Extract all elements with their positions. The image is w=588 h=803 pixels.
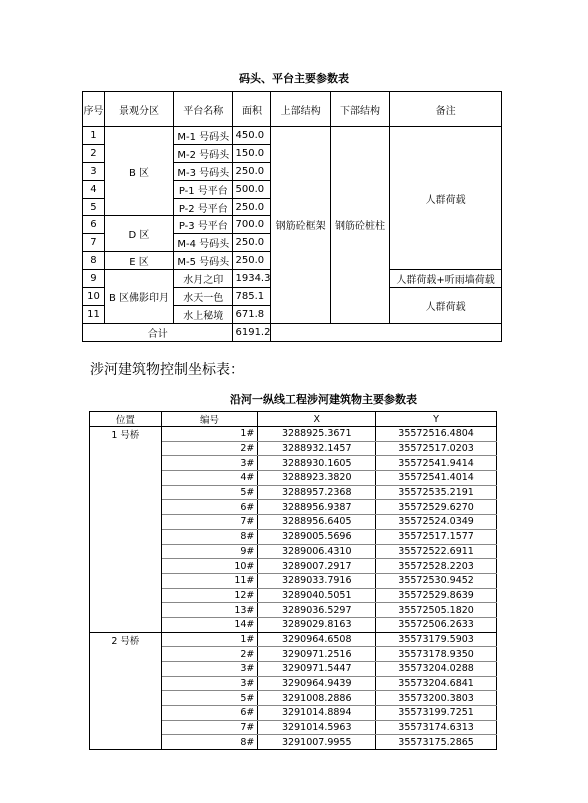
platform-name: M-1 号码头 <box>174 127 233 145</box>
row-no: 1 <box>83 127 105 145</box>
header-name: 平台名称 <box>174 92 233 127</box>
x-coordinate: 3290971.5447 <box>258 662 376 677</box>
point-id: 4# <box>161 471 258 486</box>
total-row <box>83 323 502 341</box>
upper-structure: 钢筋砼框架 <box>271 127 330 324</box>
table1-title: 码头、平台主要参数表 <box>239 72 349 85</box>
y-coordinate: 35572535.2191 <box>376 485 497 500</box>
point-id: 3# <box>161 456 258 471</box>
area-value: 250.0 <box>233 198 271 216</box>
point-id: 2# <box>161 647 258 662</box>
x-coordinate: 3288932.1457 <box>258 441 376 456</box>
row-no: 5 <box>83 198 105 216</box>
y-coordinate: 35572522.6911 <box>376 544 497 559</box>
x-coordinate: 3289006.4310 <box>258 544 376 559</box>
bridge-position: 1 号桥 <box>90 427 162 633</box>
point-id: 13# <box>161 603 258 618</box>
table2-title: 沿河一纵线工程涉河建筑物主要参数表 <box>230 393 417 406</box>
y-coordinate: 35573200.3803 <box>376 691 497 706</box>
area-value: 700.0 <box>233 216 271 234</box>
zone-cell: E 区 <box>104 252 173 270</box>
platform-name: P-1 号平台 <box>174 180 233 198</box>
platform-name: M-2 号码头 <box>174 144 233 162</box>
header-id: 编号 <box>161 412 258 427</box>
x-coordinate: 3289036.5297 <box>258 603 376 618</box>
point-id: 7# <box>161 720 258 735</box>
y-coordinate: 35572529.6270 <box>376 500 497 515</box>
platform-name: M-4 号码头 <box>174 234 233 252</box>
x-coordinate: 3290971.2516 <box>258 647 376 662</box>
point-id: 8# <box>161 735 258 750</box>
row-no: 6 <box>83 216 105 234</box>
row-no: 8 <box>83 252 105 270</box>
header-x: X <box>258 412 376 427</box>
note-crowd-load: 人群荷载 <box>390 127 502 270</box>
x-coordinate: 3288957.2368 <box>258 485 376 500</box>
point-id: 1# <box>161 632 258 647</box>
row-no: 3 <box>83 162 105 180</box>
y-coordinate: 35573174.6313 <box>376 720 497 735</box>
area-value: 250.0 <box>233 234 271 252</box>
x-coordinate: 3291014.5963 <box>258 720 376 735</box>
point-id: 14# <box>161 617 258 632</box>
row-no: 2 <box>83 144 105 162</box>
area-value: 150.0 <box>233 144 271 162</box>
x-coordinate: 3291007.9955 <box>258 735 376 750</box>
area-value: 250.0 <box>233 162 271 180</box>
area-value: 500.0 <box>233 180 271 198</box>
x-coordinate: 3289005.5696 <box>258 529 376 544</box>
point-id: 5# <box>161 485 258 500</box>
table2-header-row <box>90 412 497 427</box>
y-coordinate: 35572516.4804 <box>376 427 497 442</box>
header-y: Y <box>376 412 497 427</box>
table-row <box>90 632 497 647</box>
y-coordinate: 35573178.9350 <box>376 647 497 662</box>
point-id: 6# <box>161 500 258 515</box>
section-heading: 涉河建筑物控制坐标表： <box>90 362 244 378</box>
table-row <box>83 127 502 145</box>
note-crowd-load-2: 人群荷载 <box>390 288 502 324</box>
table1-header-row <box>83 92 502 127</box>
y-coordinate: 35573175.2865 <box>376 735 497 750</box>
row-no: 10 <box>83 288 105 306</box>
total-label: 合计 <box>83 323 233 341</box>
area-value: 671.8 <box>233 305 271 323</box>
y-coordinate: 35572517.0203 <box>376 441 497 456</box>
point-id: 8# <box>161 529 258 544</box>
coordinate-table <box>89 411 497 750</box>
dock-platform-table <box>82 91 502 342</box>
x-coordinate: 3291008.2886 <box>258 691 376 706</box>
zone-cell: D 区 <box>104 216 173 252</box>
area-value: 250.0 <box>233 252 271 270</box>
point-id: 3# <box>161 676 258 691</box>
x-coordinate: 3288930.1605 <box>258 456 376 471</box>
zone-cell: B 区 <box>104 127 173 216</box>
platform-name: 水上秘境 <box>174 305 233 323</box>
point-id: 5# <box>161 691 258 706</box>
y-coordinate: 35572529.8639 <box>376 588 497 603</box>
y-coordinate: 35573199.7251 <box>376 706 497 721</box>
header-lower: 下部结构 <box>330 92 389 127</box>
point-id: 3# <box>161 662 258 677</box>
point-id: 6# <box>161 706 258 721</box>
x-coordinate: 3290964.9439 <box>258 676 376 691</box>
point-id: 12# <box>161 588 258 603</box>
row-no: 7 <box>83 234 105 252</box>
platform-name: 水天一色 <box>174 288 233 306</box>
area-value: 785.1 <box>233 288 271 306</box>
row-no: 4 <box>83 180 105 198</box>
platform-name: P-3 号平台 <box>174 216 233 234</box>
y-coordinate: 35573204.0288 <box>376 662 497 677</box>
x-coordinate: 3291014.8894 <box>258 706 376 721</box>
bridge-position: 2 号桥 <box>90 632 162 750</box>
row-no: 9 <box>83 270 105 288</box>
point-id: 7# <box>161 515 258 530</box>
total-area: 6191.2 <box>233 323 271 341</box>
header-area: 面积 <box>233 92 271 127</box>
x-coordinate: 3288956.9387 <box>258 500 376 515</box>
x-coordinate: 3289040.5051 <box>258 588 376 603</box>
x-coordinate: 3290964.6508 <box>258 632 376 647</box>
header-upper: 上部结构 <box>271 92 330 127</box>
area-value: 1934.3 <box>233 270 271 288</box>
point-id: 10# <box>161 559 258 574</box>
y-coordinate: 35572505.1820 <box>376 603 497 618</box>
y-coordinate: 35573204.6841 <box>376 676 497 691</box>
x-coordinate: 3288923.3820 <box>258 471 376 486</box>
lower-structure: 钢筋砼桩柱 <box>330 127 389 324</box>
y-coordinate: 35572541.4014 <box>376 471 497 486</box>
header-position: 位置 <box>90 412 162 427</box>
x-coordinate: 3289029.8163 <box>258 617 376 632</box>
total-empty <box>271 323 502 341</box>
platform-name: M-5 号码头 <box>174 252 233 270</box>
platform-name: M-3 号码头 <box>174 162 233 180</box>
y-coordinate: 35572524.0349 <box>376 515 497 530</box>
point-id: 9# <box>161 544 258 559</box>
y-coordinate: 35572506.2633 <box>376 617 497 632</box>
y-coordinate: 35573179.5903 <box>376 632 497 647</box>
area-value: 450.0 <box>233 127 271 145</box>
y-coordinate: 35572541.9414 <box>376 456 497 471</box>
platform-name: P-2 号平台 <box>174 198 233 216</box>
x-coordinate: 3288956.6405 <box>258 515 376 530</box>
y-coordinate: 35572530.9452 <box>376 573 497 588</box>
header-no: 序号 <box>83 92 105 127</box>
row-no: 11 <box>83 305 105 323</box>
table-row <box>90 427 497 442</box>
x-coordinate: 3289033.7916 <box>258 573 376 588</box>
x-coordinate: 3288925.3671 <box>258 427 376 442</box>
x-coordinate: 3289007.2917 <box>258 559 376 574</box>
note-crowd-rain-wall: 人群荷载+听雨墙荷载 <box>390 270 502 288</box>
platform-name: 水月之印 <box>174 270 233 288</box>
y-coordinate: 35572528.2203 <box>376 559 497 574</box>
y-coordinate: 35572517.1577 <box>376 529 497 544</box>
zone-cell: B 区佛影印月 <box>104 270 173 324</box>
point-id: 11# <box>161 573 258 588</box>
point-id: 1# <box>161 427 258 442</box>
header-zone: 景观分区 <box>104 92 173 127</box>
header-note: 备注 <box>390 92 502 127</box>
point-id: 2# <box>161 441 258 456</box>
